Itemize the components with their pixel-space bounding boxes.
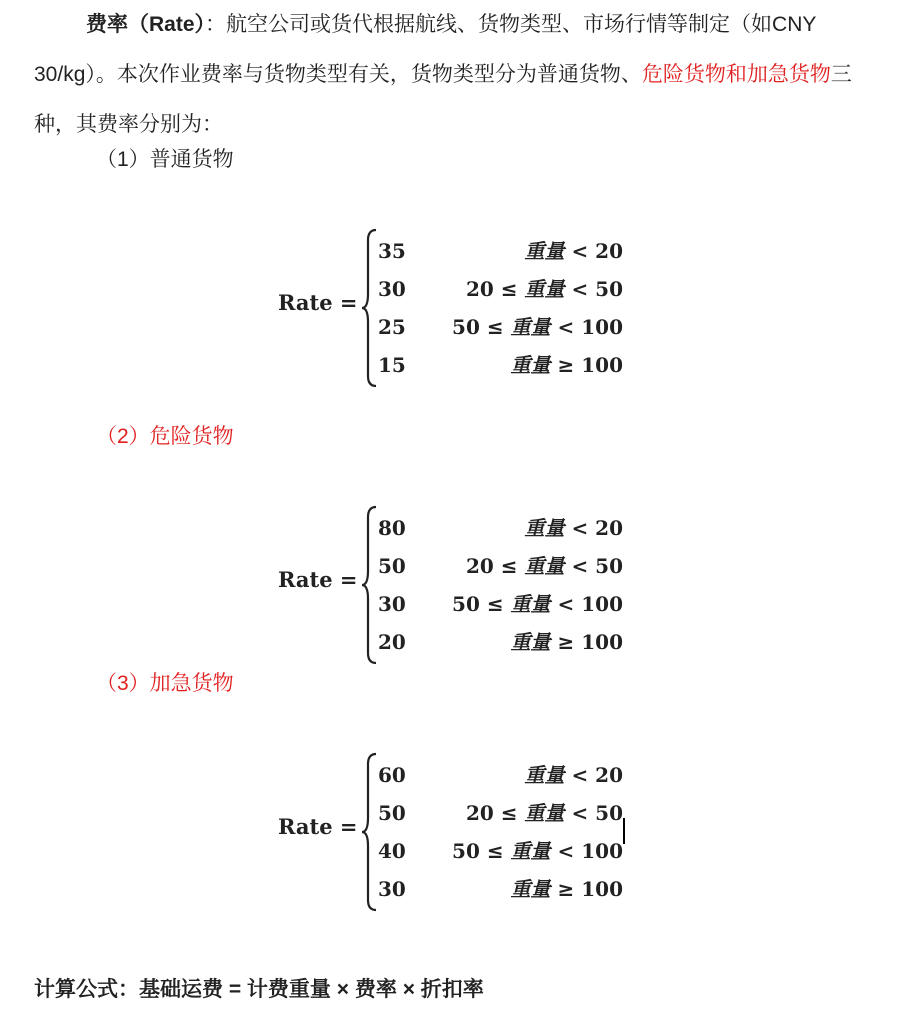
formula-dangerous-cargo: [278, 509, 638, 661]
rate-label: Rate =: [278, 567, 358, 592]
formula-row: [378, 834, 623, 868]
formula-general-cargo: [278, 232, 638, 384]
rate-value: 50: [378, 801, 406, 825]
weight-variable: 重量: [524, 801, 565, 825]
rate-value: 60: [378, 763, 406, 787]
lower-bound: 20 ≤: [465, 277, 518, 301]
intro-text: ：航空公司或货代根据航线、货物类型、市场行情等制定（如CNY 30/kg）。本次作业费率与货物类型有关，货物类型分为普通货物、: [34, 13, 816, 86]
weight-condition: [452, 310, 623, 344]
lower-bound: 20 ≤: [465, 554, 518, 578]
upper-bound: < 20: [571, 239, 623, 263]
weight-condition: [524, 511, 623, 545]
formula-row: [378, 511, 623, 545]
formula-row: [378, 587, 623, 621]
rate-value: 30: [378, 877, 406, 901]
weight-condition: [466, 796, 623, 830]
rate-term: 费率（Rate）: [86, 13, 206, 36]
weight-condition: [466, 272, 623, 306]
rate-value: 25: [378, 315, 406, 339]
upper-bound: < 50: [571, 801, 623, 825]
upper-bound: < 100: [557, 592, 623, 616]
heading-express-cargo: （3）加急货物: [96, 672, 234, 695]
weight-condition: [452, 834, 623, 868]
weight-condition: [452, 587, 623, 621]
lower-bound: 50 ≤: [452, 315, 504, 339]
formula-row: [378, 549, 623, 583]
rate-value: 15: [378, 353, 406, 377]
heading-dangerous-cargo: （2）危险货物: [96, 425, 234, 448]
formula-express-cargo: [278, 756, 638, 908]
weight-variable: 重量: [510, 592, 551, 616]
rate-value: 50: [378, 554, 406, 578]
rate-value: 35: [378, 239, 406, 263]
weight-condition: [466, 549, 623, 583]
weight-variable: 重量: [510, 630, 551, 654]
formula-row: [378, 348, 623, 382]
formula-row: [378, 310, 623, 344]
formula-row: [378, 796, 623, 830]
upper-bound: < 50: [571, 554, 623, 578]
weight-variable: 重量: [510, 353, 551, 377]
left-brace-icon: [362, 752, 378, 912]
weight-variable: 重量: [510, 315, 551, 339]
lower-bound: 20 ≤: [465, 801, 518, 825]
left-brace-icon: [362, 505, 378, 665]
weight-variable: 重量: [524, 554, 565, 578]
lower-bound: 50 ≤: [452, 592, 504, 616]
intro-highlight: 危险货物和加急货物: [641, 63, 831, 86]
upper-bound: < 20: [571, 763, 623, 787]
left-brace-icon: [362, 228, 378, 388]
weight-variable: 重量: [524, 516, 565, 540]
weight-variable: 重量: [510, 877, 551, 901]
rate-value: 20: [378, 630, 406, 654]
weight-condition: [524, 234, 623, 268]
text-cursor: [623, 818, 625, 844]
weight-variable: 重量: [524, 277, 565, 301]
formula-row: [378, 872, 623, 906]
upper-bound: ≥ 100: [557, 353, 623, 377]
upper-bound: ≥ 100: [557, 877, 623, 901]
weight-condition: [511, 872, 623, 906]
weight-variable: 重量: [524, 239, 565, 263]
rate-value: 40: [378, 839, 406, 863]
weight-variable: 重量: [524, 763, 565, 787]
upper-bound: ≥ 100: [557, 630, 623, 654]
weight-condition: [524, 758, 623, 792]
formula-row: [378, 758, 623, 792]
intro-text-end: 三种，其费率分别为：: [34, 63, 852, 136]
calculation-formula: 计算公式：基础运费 = 计费重量 × 费率 × 折扣率: [34, 978, 484, 1001]
rate-value: 30: [378, 592, 406, 616]
formula-row: [378, 234, 623, 268]
formula-row: [378, 625, 623, 659]
upper-bound: < 50: [571, 277, 623, 301]
formula-row: [378, 272, 623, 306]
upper-bound: < 100: [557, 839, 623, 863]
rate-value: 80: [378, 516, 406, 540]
intro-paragraph: [34, 0, 870, 150]
rate-label: Rate =: [278, 290, 358, 315]
rate-value: 30: [378, 277, 406, 301]
weight-variable: 重量: [510, 839, 551, 863]
weight-condition: [511, 625, 623, 659]
weight-condition: [511, 348, 623, 382]
upper-bound: < 100: [557, 315, 623, 339]
lower-bound: 50 ≤: [452, 839, 504, 863]
heading-general-cargo: （1）普通货物: [96, 148, 234, 171]
upper-bound: < 20: [571, 516, 623, 540]
rate-label: Rate =: [278, 814, 358, 839]
